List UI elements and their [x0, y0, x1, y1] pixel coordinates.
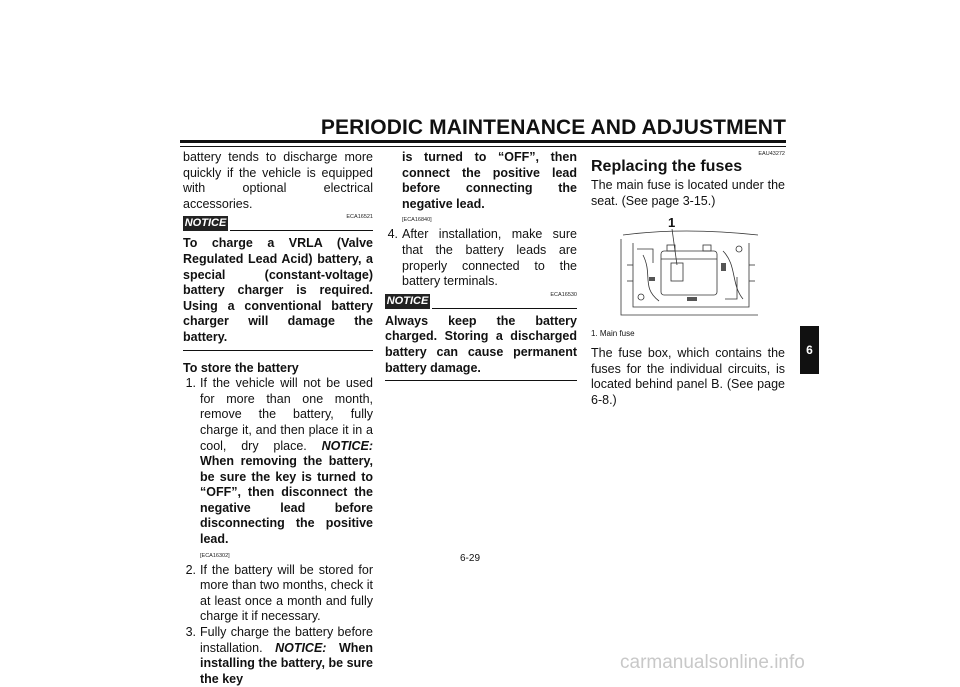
- list-number: 1.: [185, 376, 196, 391]
- list-item: [385, 227, 577, 289]
- list-number: 4.: [387, 227, 398, 242]
- list-number: 2.: [185, 562, 196, 577]
- notice-header: [385, 292, 577, 314]
- list-item: [183, 376, 373, 548]
- list-item: [183, 625, 373, 687]
- notice-badge: NOTICE: [184, 217, 227, 230]
- column-middle: [385, 150, 577, 391]
- list-item-text: Fully charge the battery before installation.: [200, 625, 373, 655]
- reference-code: [ECA16840]: [402, 217, 432, 224]
- notice-code: ECA16530: [550, 291, 577, 298]
- header-rule: [180, 140, 786, 143]
- inline-notice-text: When installing the battery, be sure the key: [200, 640, 373, 686]
- list-item: [183, 563, 373, 625]
- notice-rule: [230, 230, 373, 231]
- fuse-illustration: [613, 215, 763, 320]
- notice-text: To charge a VRLA (Valve Regulated Lead Acid) battery, a special (constant-voltage) battery charger is required. Using a conventional battery charger will damage the battery.: [183, 236, 373, 350]
- notice-header: [183, 214, 373, 236]
- continued-notice-text: is turned to “OFF”, then connect the positive lead before connecting the negative lead.: [402, 150, 577, 211]
- store-heading: To store the battery: [183, 360, 299, 375]
- notice-code: ECA16521: [346, 214, 373, 221]
- inline-notice-label: NOTICE:: [275, 640, 327, 655]
- page-number: 6-29: [460, 553, 481, 564]
- page-header-title: PERIODIC MAINTENANCE AND ADJUSTMENT: [320, 116, 786, 139]
- list-number: 3.: [185, 625, 196, 640]
- column-right: [591, 150, 785, 409]
- list-item-text: If the battery will be stored for more than two months, check it at least once a month and fully charge it if necessary.: [200, 562, 373, 624]
- notice-text: Always keep the battery charged. Storing a discharged battery can cause permanent battery damage.: [385, 314, 577, 381]
- notice-rule: [432, 308, 577, 309]
- list-item-text: After installation, make sure that the battery leads are properly connected to the battery terminals.: [402, 227, 577, 289]
- section-title: Replacing the fuses: [591, 158, 743, 175]
- fuse-box-paragraph: The fuse box, which contains the fuses for the individual circuits, is located behind panel B. (See page 6-8.): [591, 346, 785, 407]
- figure-caption: 1. Main fuse: [591, 329, 635, 339]
- callout-number: 1: [668, 215, 676, 231]
- main-fuse-figure: [613, 215, 763, 320]
- inline-notice-label: NOTICE:: [321, 438, 373, 453]
- column-left: [183, 150, 373, 687]
- notice-badge: NOTICE: [386, 294, 429, 307]
- watermark: carmanualsonline.info: [620, 652, 805, 673]
- list-item-text: If the vehicle will not be used for more than one month, remove the battery, fully charge it, and then place it in a cool, dry place.: [200, 376, 373, 453]
- intro-paragraph: battery tends to discharge more quickly if the vehicle is equipped with optional electrical accessories.: [183, 150, 373, 211]
- header-rule-thin: [180, 146, 786, 147]
- chapter-tab: 6: [800, 326, 819, 374]
- inline-notice-text: When removing the battery, be sure the key is turned to “OFF”, then disconnect the negative lead before disconnecting the positive lead.: [200, 454, 373, 547]
- reference-code: [ECA16302]: [200, 552, 230, 559]
- fuse-location-paragraph: The main fuse is located under the seat. (See page 3-15.): [591, 178, 785, 208]
- section-code: EAU43272: [758, 151, 785, 157]
